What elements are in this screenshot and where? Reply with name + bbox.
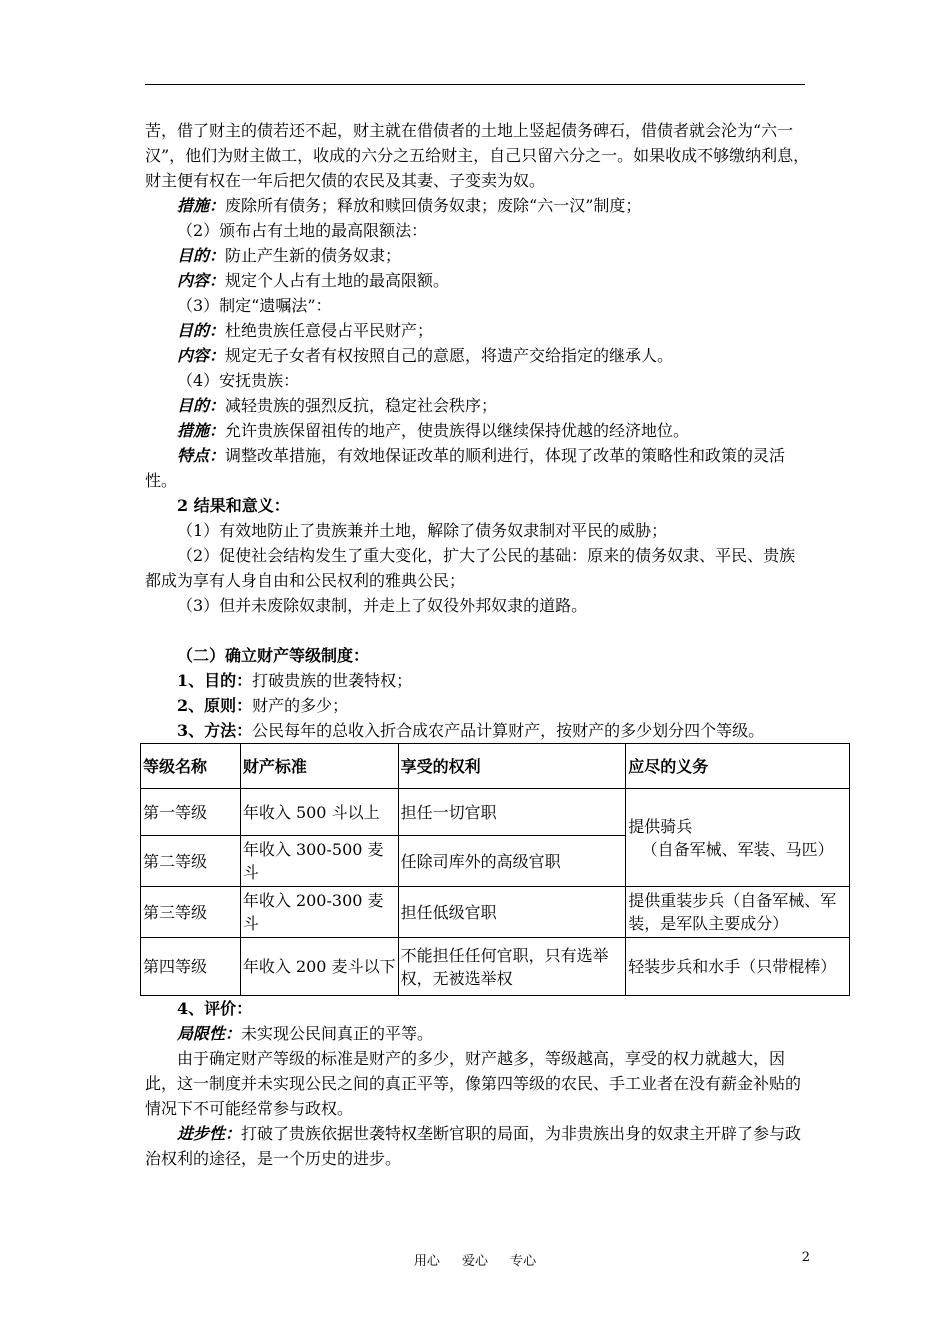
item-purpose: 1、目的：打破贵族的世袭特权； — [177, 671, 413, 690]
content-2: 内容：规定个人占有土地的最高限额。 — [177, 271, 450, 290]
document-body — [143, 118, 837, 1171]
standard-cell: 年收入 500 斗以上 — [240, 789, 398, 836]
purpose-2: 目的：防止产生新的债务奴隶； — [177, 246, 402, 265]
header-duties: 应尽的义务 — [626, 744, 850, 789]
table-row — [141, 887, 850, 938]
duty-cell-light-infantry: 轻装步兵和水手（只带棍棒） — [626, 938, 850, 996]
evaluation-heading: 4、评价： — [177, 999, 253, 1018]
limitation: 局限性：未实现公民间真正的平等。 — [177, 1024, 434, 1043]
duty-cell-cavalry: 提供骑兵 （自备军械、军装、马匹） — [626, 789, 850, 887]
header-rights: 享受的权利 — [398, 744, 626, 789]
rights-cell: 不能担任任何官职，只有选举权，无被选举权 — [398, 938, 626, 996]
rights-cell: 担任低级官职 — [398, 887, 626, 938]
property-class-table — [140, 743, 850, 996]
spacer — [145, 618, 810, 643]
class-cell: 第四等级 — [141, 938, 241, 996]
standard-cell: 年收入 200 麦斗以下 — [240, 938, 398, 996]
progressiveness: 进步性：打破了贵族依据世袭特权垄断官职的局面，为非贵族出身的奴隶主开辟了参与政治权利的途径，是一个历史的进步。 — [145, 1124, 802, 1168]
standard-cell: 年收入 200-300 麦斗 — [240, 887, 398, 938]
section-4-heading: （4）安抚贵族： — [177, 371, 300, 390]
section-3-heading: （3）制定“遗嘱法”： — [177, 296, 332, 315]
measures-4: 措施：允许贵族保留祖传的地产，使贵族得以继续保持优越的经济地位。 — [177, 421, 690, 440]
results-heading: 2 结果和意义： — [177, 496, 290, 515]
table-row — [141, 938, 850, 996]
section-2-heading: （2）颁布占有土地的最高限额法： — [177, 221, 428, 240]
header-standard: 财产标准 — [240, 744, 398, 789]
property-system-heading: （二）确立财产等级制度： — [177, 646, 370, 665]
limitation-explanation: 由于确定财产等级的标准是财产的多少，财产越多，等级越高，享受的权力就越大，因此，这一制度并未实现公民之间的真正平等，像第四等级的农民、手工业者在没有薪金补贴的情况下不可能经常参与政权。 — [145, 1049, 802, 1118]
content-3: 内容：规定无子女者有权按照自己的意愿，将遗产交给指定的继承人。 — [177, 346, 674, 365]
purpose-4: 目的：减轻贵族的强烈反抗，稳定社会秩序； — [177, 396, 498, 415]
class-cell: 第一等级 — [141, 789, 241, 836]
header-rule — [145, 84, 805, 85]
table-header-row — [141, 744, 850, 789]
class-cell: 第二等级 — [141, 836, 241, 887]
standard-cell: 年收入 300-500 麦斗 — [240, 836, 398, 887]
table-row — [141, 789, 850, 836]
page-number: 2 — [801, 1250, 810, 1265]
rights-cell: 担任一切官职 — [398, 789, 626, 836]
paragraph-debt-slavery: 苦，借了财主的债若还不起，财主就在借债者的土地上竖起债务碑石，借债者就会沦为“六一汉”，他们为财主做工，收成的六分之五给财主，自己只留六分之一。如果收成不够缴纳利息，财主便有权在一年后把欠债的农民及其妻、子变卖为奴。 — [145, 121, 810, 190]
item-principle: 2、原则：财产的多少； — [177, 696, 349, 715]
header-class: 等级名称 — [141, 744, 241, 789]
duty-cell-heavy-infantry: 提供重装步兵（自备军械、军装，是军队主要成分） — [626, 887, 850, 938]
item-method: 3、方法：公民每年的总收入折合成农产品计算财产，按财产的多少划分四个等级。 — [177, 721, 765, 740]
rights-cell: 任除司库外的高级官职 — [398, 836, 626, 887]
class-cell: 第三等级 — [141, 887, 241, 938]
result-1: （1）有效地防止了贵族兼并土地，解除了债务奴隶制对平民的威胁； — [177, 521, 668, 540]
result-3: （3）但并未废除奴隶制，并走上了奴役外邦奴隶的道路。 — [177, 596, 588, 615]
measures-1: 措施：废除所有债务；释放和赎回债务奴隶；废除“六一汉”制度； — [177, 196, 642, 215]
features: 特点：调整改革措施，有效地保证改革的顺利进行，体现了改革的策略性和政策的灵活性。 — [145, 446, 786, 490]
purpose-3: 目的：杜绝贵族任意侵占平民财产； — [177, 321, 434, 340]
result-2: （2）促使社会结构发生了重大变化，扩大了公民的基础：原来的债务奴隶、平民、贵族都成为享有人身自由和公民权利的雅典公民； — [145, 546, 796, 590]
footer-motto: 用心 爱心 专心 — [413, 1254, 537, 1269]
